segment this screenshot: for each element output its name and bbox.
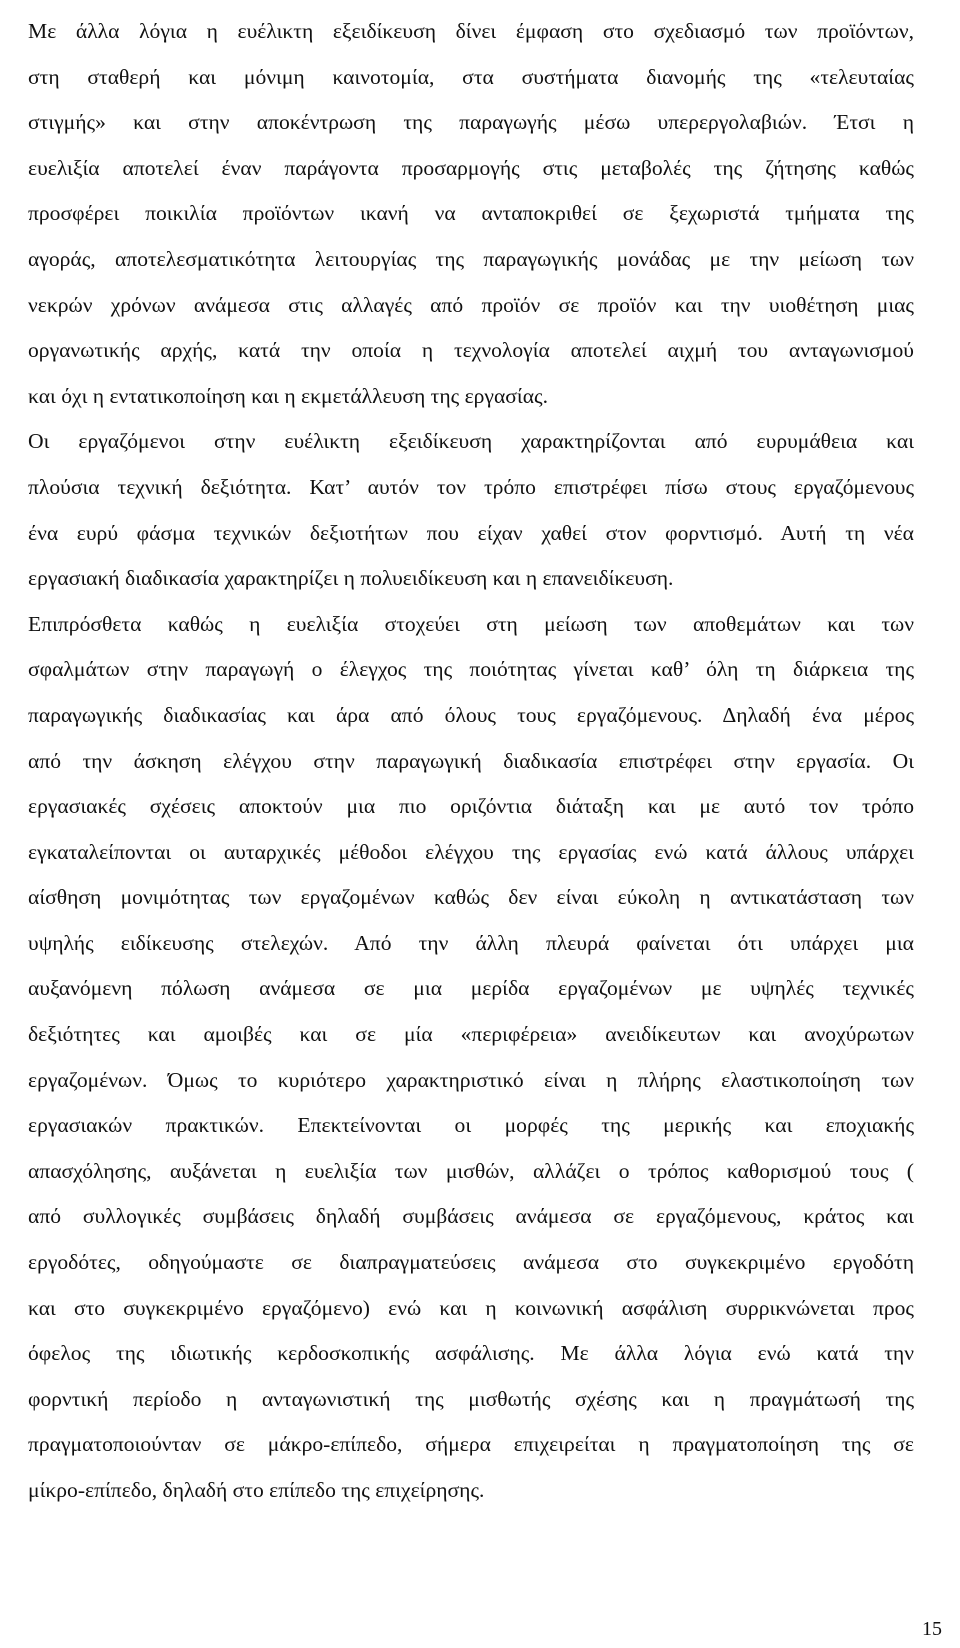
text-line: πλούσια τεχνική δεξιότητα. Κατ’ αυτόν τον τρόπο επιστρέφει πίσω στους εργαζόμενους	[28, 474, 914, 499]
text-line: πραγματοποιούνταν σε μάκρο-επίπεδο, σήμερα επιχειρείται η πραγματοποίηση της σε	[28, 1432, 914, 1457]
text-line: και όχι η εντατικοποίηση και η εκμετάλλευση της εργασίας.	[28, 383, 548, 408]
text-line: εργαζομένων. Όμως το κυριότερο χαρακτηριστικό είναι η πλήρης ελαστικοποίηση των	[28, 1067, 914, 1092]
text-line: αγοράς, αποτελεσματικότητα λειτουργίας της παραγωγικής μονάδας με την μείωση των	[28, 246, 914, 271]
text-line: από την άσκηση ελέγχου στην παραγωγική διαδικασία επιστρέφει στην εργασία. Οι	[28, 748, 914, 773]
text-line: υψηλής ειδίκευσης στελεχών. Από την άλλη πλευρά φαίνεται ότι υπάρχει μια	[28, 930, 914, 955]
text-line: ένα ευρύ φάσμα τεχνικών δεξιοτήτων που είχαν χαθεί στον φορντισμό. Αυτή τη νέα	[28, 520, 914, 545]
text-line: προσφέρει ποικιλία προϊόντων ικανή να ανταποκριθεί σε ξεχωριστά τμήματα της	[28, 201, 914, 226]
text-line: εργοδότες, οδηγούμαστε σε διαπραγματεύσεις ανάμεσα στο συγκεκριμένο εργοδότη	[28, 1250, 914, 1275]
text-line: ευελιξία αποτελεί έναν παράγοντα προσαρμογής στις μεταβολές της ζήτησης καθώς	[28, 155, 914, 180]
text-line: στιγμής» και στην αποκέντρωση της παραγωγής μέσω υπερεργολαβιών. Έτσι η	[28, 110, 914, 135]
text-line: εργασιακή διαδικασία χαρακτηρίζει η πολυειδίκευση και η επανειδίκευση.	[28, 566, 674, 591]
text-line: Επιπρόσθετα καθώς η ευελιξία στοχεύει στη μείωση των αποθεμάτων και των	[28, 611, 914, 636]
page-number: 15	[922, 1618, 942, 1640]
text-line: όφελος της ιδιωτικής κερδοσκοπικής ασφάλισης. Με άλλα λόγια ενώ κατά την	[28, 1341, 914, 1366]
paragraph	[28, 419, 914, 601]
text-line: εγκαταλείπονται οι αυταρχικές μέθοδοι ελέγχου της εργασίας ενώ κατά άλλους υπάρχει	[28, 839, 914, 864]
text-line: και στο συγκεκριμένο εργαζόμενο) ενώ και η κοινωνική ασφάλιση συρρικνώνεται προς	[28, 1295, 914, 1320]
text-line: αυξανόμενη πόλωση ανάμεσα σε μια μερίδα εργαζομένων με υψηλές τεχνικές	[28, 976, 914, 1001]
text-line: στη σταθερή και μόνιμη καινοτομία, στα συστήματα διανομής της «τελευταίας	[28, 64, 914, 89]
text-line: δεξιότητες και αμοιβές και σε μία «περιφέρεια» ανειδίκευτων και ανοχύρωτων	[28, 1022, 914, 1047]
text-line: φορντική περίοδο η ανταγωνιστική της μισθωτής σχέσης και η πραγμάτωσή της	[28, 1386, 914, 1411]
text-line: παραγωγικής διαδικασίας και άρα από όλους τους εργαζόμενους. Δηλαδή ένα μέρος	[28, 702, 914, 727]
body-text	[28, 9, 914, 1514]
text-line: νεκρών χρόνων ανάμεσα στις αλλαγές από προϊόν σε προϊόν και την υιοθέτηση μιας	[28, 292, 914, 317]
text-line: σφαλμάτων στην παραγωγή ο έλεγχος της ποιότητας γίνεται καθ’ όλη τη διάρκεια της	[28, 657, 914, 682]
text-line: εργασιακές σχέσεις αποκτούν μια πιο οριζόντια διάταξη και με αυτό τον τρόπο	[28, 794, 914, 819]
text-line: Με άλλα λόγια η ευέλικτη εξειδίκευση δίνει έμφαση στο σχεδιασμό των προϊόντων,	[28, 19, 914, 43]
paragraph	[28, 602, 914, 1514]
text-line: οργανωτικής αρχής, κατά την οποία η τεχνολογία αποτελεί αιχμή του ανταγωνισμού	[28, 338, 914, 363]
text-line: αίσθηση μονιμότητας των εργαζομένων καθώς δεν είναι εύκολη η αντικατάσταση των	[28, 885, 914, 910]
text-line: μίκρο-επίπεδο, δηλαδή στο επίπεδο της επιχείρησης.	[28, 1478, 485, 1502]
text-line: απασχόλησης, αυξάνεται η ευελιξία των μισθών, αλλάζει ο τρόπος καθορισμού τους (	[28, 1158, 914, 1183]
text-line: Οι εργαζόμενοι στην ευέλικτη εξειδίκευση χαρακτηρίζονται από ευρυμάθεια και	[28, 429, 914, 454]
text-line: από συλλογικές συμβάσεις δηλαδή συμβάσεις ανάμεσα σε εργαζόμενους, κράτος και	[28, 1204, 914, 1229]
paragraph	[28, 9, 914, 419]
text-line: εργασιακών πρακτικών. Επεκτείνονται οι μορφές της μερικής και εποχιακής	[28, 1113, 914, 1138]
